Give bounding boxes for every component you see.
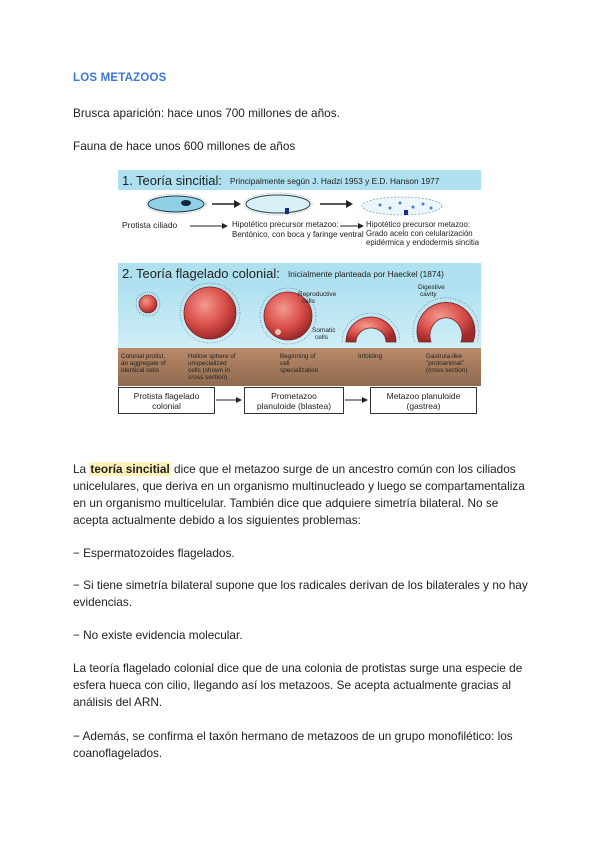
bullet-espermatozoides: − Espermatozoides flagelados. — [73, 546, 235, 560]
arrowhead-1b — [222, 223, 228, 229]
caption-2-line: Hollow sphere of — [188, 353, 236, 360]
caption-2-line: unspecialized — [188, 360, 227, 367]
panel-1-heading: Teoría sincitial: — [136, 173, 222, 188]
flow-2-line2: planuloide (blastea) — [256, 400, 332, 411]
label-hipotetico-1-line1: Hipotético precursor metazoo: — [232, 220, 339, 229]
ciliated-protist-illustration — [146, 194, 206, 214]
caption-3-line: specialization — [280, 367, 319, 374]
flow-3-line1: Metazoo planuloide — [386, 390, 461, 401]
bullet-evidencia: − No existe evidencia molecular. — [73, 628, 243, 642]
label-somatic-1: Somatic — [312, 327, 336, 334]
arrow-2 — [320, 200, 353, 208]
para-1-post: dice que el metazoo surge de un ancestro común con los ciliados unicelulares, que deriva en un organismo multinucleado y luego se compartamentaliza en un organismo multicelular. También dice que adquiere simetría bilateral. No se acepta actualmente debido a los siguientes problemas: — [73, 462, 525, 527]
arrow-1 — [212, 200, 241, 208]
bullet-simetria: − Si tiene simetría bilateral supone que los radicales derivan de los bilaterales y no hay evidencias. — [73, 578, 528, 609]
paragraph-coanoflagelados: − Además, se confirma el taxón hermano de metazoos de un grupo monofilético: los coanoflagelados. — [73, 729, 513, 760]
caption-3-line: Beginning of — [280, 353, 316, 360]
label-hipotetico-1-line2: Bentónico, con boca y faringe ventral — [232, 230, 364, 239]
label-reproductive-1: Reproductive — [298, 291, 337, 298]
caption-1-line: Colonial protist, — [121, 353, 166, 360]
label-reproductive-2: cells — [302, 298, 316, 305]
theories-figure — [118, 168, 481, 418]
panel-2-subheading: Inicialmente planteada por Haeckel (1874) — [288, 269, 444, 279]
para-1-pre: La — [73, 462, 90, 476]
label-hipotetico-2-line1: Hipotético precursor metazoo: — [366, 220, 471, 229]
caption-5-line: (cross section) — [426, 367, 468, 374]
panel-1-number: 1. — [122, 173, 133, 188]
paragraph-teoria-sincitial — [73, 461, 533, 529]
caption-1-line: identical cells — [121, 367, 160, 374]
acoel-precursor-illustration — [362, 197, 442, 215]
flow-box-blastea — [244, 387, 344, 414]
caption-5-line: "protoanimal" — [426, 360, 464, 367]
caption-4-line: Infolding — [358, 353, 383, 360]
panel-2-number: 2. — [122, 266, 133, 281]
label-digestive-1: Digestive — [418, 284, 445, 291]
caption-3-line: cell — [280, 360, 290, 367]
label-hipotetico-2-line2: Grado acelo con celularización — [366, 229, 473, 238]
intro-line-1: Brusca aparición: hace unos 700 millones de años. — [73, 106, 340, 120]
document-title: LOS METAZOOS — [73, 72, 167, 84]
label-hipotetico-2-line3: epidérmica y endodermis sincitia — [366, 238, 480, 247]
flow-3-line2: (gastrea) — [406, 400, 441, 411]
caption-gastrula — [426, 353, 468, 374]
flow-1-line1: Protista flagelado — [133, 390, 200, 401]
arrowhead-2b — [358, 223, 364, 229]
flow-2-line1: Prometazoo — [271, 390, 317, 401]
caption-infolding — [358, 353, 383, 360]
flow-1-line2: colonial — [152, 400, 181, 411]
label-protista-ciliado: Protista ciliado — [122, 220, 178, 230]
flow-arrowhead-2 — [362, 397, 368, 403]
figure-svg — [118, 168, 481, 418]
intro-line-2: Fauna de hace unos 600 millones de años — [73, 139, 296, 153]
panel-1-subheading: Principalmente según J. Hadzi 1953 y E.D. Hanson 1977 — [230, 176, 440, 186]
label-somatic-2: cells — [315, 334, 329, 341]
label-digestive-2: cavity — [420, 291, 437, 298]
caption-1-line: an aggregate of — [121, 360, 166, 367]
caption-5-line: Gastrula-like — [426, 353, 462, 360]
paragraph-flagelado-colonial: La teoría flagelado colonial dice que de una colonia de protistas surge una especie de esfera hueca con cilio, llegando así los metazoos. Se acepta actualmente gracias al análisis del ARN. — [73, 661, 523, 709]
panel-2-heading: Teoría flagelado colonial: — [136, 266, 280, 281]
flow-box-gastrea — [370, 387, 477, 414]
caption-2-line: cells (shown in — [188, 367, 230, 374]
benthic-precursor-illustration — [244, 193, 312, 215]
flow-arrowhead-1 — [236, 397, 242, 403]
highlight-teoria-sincitial: teoría sincitial — [90, 462, 170, 476]
caption-2-line: cross section) — [188, 374, 228, 381]
flow-box-colonial — [118, 387, 215, 414]
